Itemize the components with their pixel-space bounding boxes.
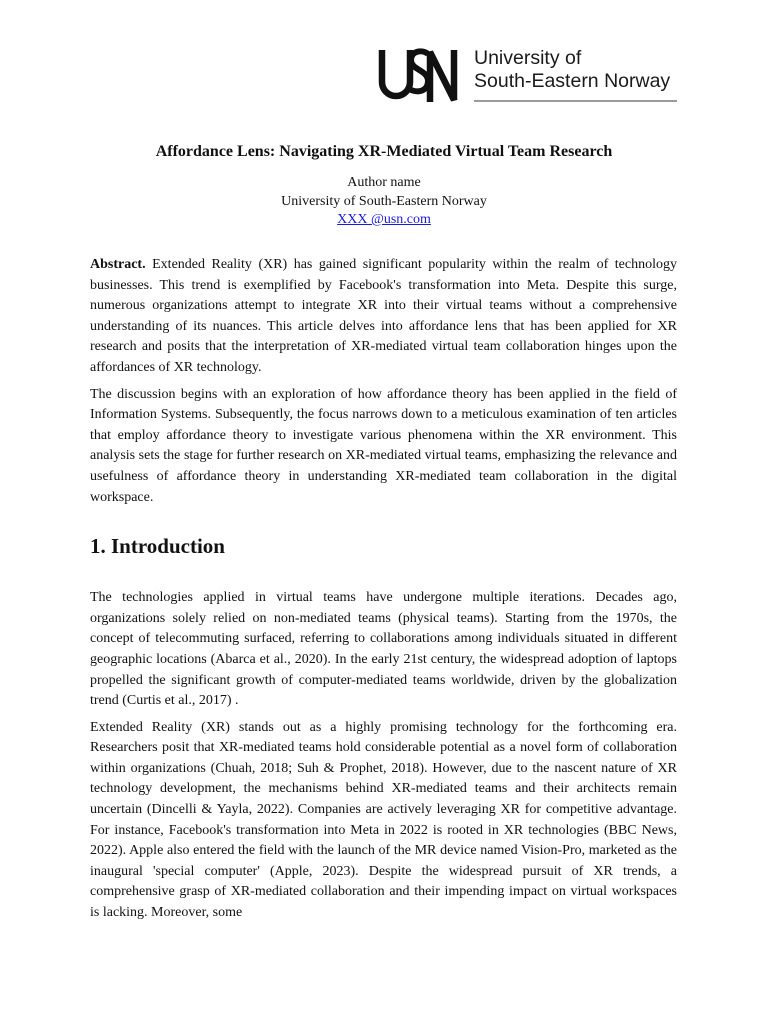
- author-email-link[interactable]: XXX @usn.com: [337, 212, 431, 227]
- logo-line-2: South-Eastern Norway: [474, 70, 671, 92]
- abstract-paragraph-2: The discussion begins with an exploration of how affordance theory has been applied in the field of Information Systems. Subsequently, the focus narrows down to a meticulous examination of ten articles that employ affordance theory to investigate various phenomena within the XR environment. This analysis sets the stage for further research on XR-mediated virtual teams, emphasizing the relevance and usefulness of affordance theory in understanding XR-mediated team collaboration in the digital workspace.: [90, 386, 677, 505]
- abstract-paragraph-1: [90, 255, 677, 379]
- logo-divider: [474, 100, 677, 102]
- author-block: [0, 174, 768, 230]
- usn-logo: [378, 44, 678, 106]
- logo-wordmark: [474, 47, 670, 93]
- author-affiliation: University of South-Eastern Norway: [281, 193, 487, 209]
- paper-body: [90, 255, 677, 930]
- usn-logo-mark-icon: [378, 48, 460, 104]
- intro-paragraph-2: Extended Reality (XR) stands out as a highly promising technology for the forthcoming era. Researchers posit that XR-mediated teams hold considerable potential as a novel form of collaboration within organizations (Chuah, 2018; Suh & Prophet, 2018). However, due to the nascent nature of XR technology development, the mechanisms behind XR-mediated teams and their architects remain uncertain (Dincelli & Yayla, 2022). Companies are actively leveraging XR for competitive advantage. For instance, Facebook's transformation into Meta in 2022 is rooted in XR technologies (BBC News, 2022). Apple also entered the field with the launch of the MR device named Vision-Pro, marketed as the inaugural 'special computer' (Apple, 2023). Despite the widespread pursuit of XR trends, a comprehensive grasp of XR-mediated collaboration and their impending impact on virtual workspaces is lacking. Moreover, some: [90, 719, 677, 921]
- paper-title: Affordance Lens: Navigating XR-Mediated Virtual Team Research: [155, 143, 613, 160]
- author-name: Author name: [347, 175, 421, 190]
- section-heading-introduction: 1. Introduction: [90, 534, 225, 559]
- logo-line-1: University of: [474, 47, 582, 69]
- intro-paragraph-1: The technologies applied in virtual teams have undergone multiple iterations. Decades ago, organizations solely relied on non-mediated teams (physical teams). Starting from the 1970s, the concept of telecommuting surfaced, referring to collaborations among individuals situated in different geographic locations (Abarca et al., 2020). In the early 21st century, the widespread adoption of laptops propelled the significant growth of computer-mediated teams worldwide, driven by the globalization trend (Curtis et al., 2017) .: [90, 590, 677, 709]
- abstract-label: Abstract.: [90, 257, 146, 272]
- abstract-text-1: Extended Reality (XR) has gained significant popularity within the realm of technology businesses. This trend is exemplified by Facebook's transformation into Meta. Despite this surge, numerous organizations attempt to integrate XR into their virtual teams without a comprehensive understanding of its nuances. This article delves into affordance lens that has been applied for XR research and posits that the interpretation of XR-mediated virtual team collaboration hinges upon the affordances of XR technology.: [90, 257, 678, 375]
